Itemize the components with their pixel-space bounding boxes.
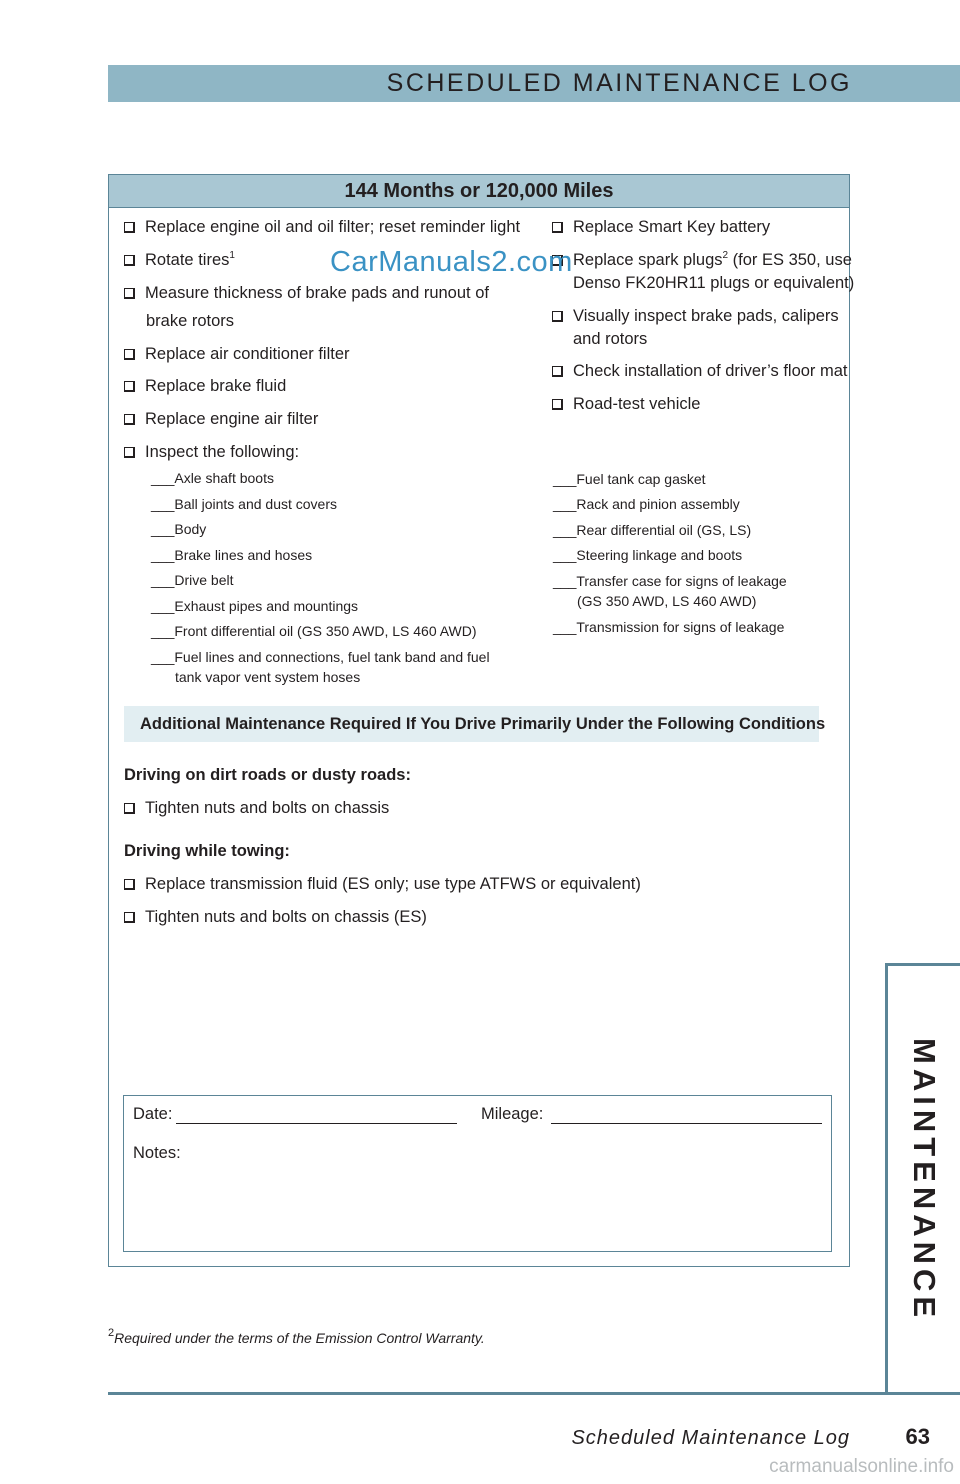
checklist-item: Replace transmission fluid (ES only; use type ATFWS or equivalent) [124, 872, 641, 896]
inspection-item: ___Transfer case for signs of leakage [553, 573, 787, 589]
inspection-item: ___Front differential oil (GS 350 AWD, LS 460 AWD) [151, 623, 477, 639]
mileage-field[interactable] [551, 1123, 822, 1124]
checklist-item: Replace Smart Key battery [552, 215, 770, 239]
inspection-item: ___Drive belt [151, 572, 234, 588]
section-tab-label: MAINTENANCE [907, 1038, 942, 1323]
conditions-header [124, 706, 826, 742]
checkbox-icon[interactable] [552, 366, 563, 377]
inspection-item: ___Fuel tank cap gasket [553, 471, 706, 487]
towing-label: Driving while towing: [124, 842, 290, 860]
site-watermark: carmanualsonline.info [769, 1456, 954, 1477]
checkbox-icon[interactable] [124, 222, 135, 233]
mileage-label: Mileage: [481, 1105, 544, 1123]
checkbox-icon[interactable] [124, 879, 135, 890]
inspection-item: ___Brake lines and hoses [151, 547, 313, 563]
inspection-item: ___Transmission for signs of leakage [553, 619, 785, 635]
inspection-item-continued: tank vapor vent system hoses [175, 669, 361, 685]
checkbox-icon[interactable] [552, 222, 563, 233]
page-number: 63 [905, 1424, 930, 1449]
checkbox-icon[interactable] [124, 912, 135, 923]
date-label: Date: [133, 1105, 173, 1123]
conditions-title: Additional Maintenance Required If You Drive Primarily Under the Following Conditions [140, 715, 826, 733]
section-tab [885, 963, 960, 1394]
checklist-item: Tighten nuts and bolts on chassis (ES) [124, 905, 427, 929]
checkbox-icon[interactable] [124, 803, 135, 814]
inspection-item: ___Rack and pinion assembly [553, 496, 740, 512]
bottom-rule [108, 1392, 960, 1395]
checklist-item: Replace brake fluid [124, 374, 286, 398]
dirt-roads-label: Driving on dirt roads or dusty roads: [124, 766, 411, 784]
checklist-item: Tighten nuts and bolts on chassis [124, 796, 389, 820]
inspection-item: ___Exhaust pipes and mountings [151, 598, 359, 614]
checklist-item-continued: and rotors [573, 330, 648, 348]
inspection-item: ___Fuel lines and connections, fuel tank band and fuel [151, 649, 490, 665]
checkbox-icon[interactable] [552, 399, 563, 410]
checkbox-icon[interactable] [124, 447, 135, 458]
header-bar [108, 65, 960, 102]
checkbox-icon[interactable] [124, 414, 135, 425]
checkbox-icon[interactable] [124, 288, 135, 299]
footer-title: Scheduled Maintenance Log [571, 1427, 850, 1449]
inspection-item: ___Rear differential oil (GS, LS) [553, 522, 752, 538]
checklist-item: Inspect the following: [124, 440, 299, 464]
checkbox-icon[interactable] [552, 311, 563, 322]
inspection-item: ___Axle shaft boots [151, 470, 274, 486]
checklist-item: Visually inspect brake pads, calipers [552, 304, 839, 328]
watermark: CarManuals2.com [330, 246, 573, 278]
checklist-item-continued: Denso FK20HR11 plugs or equivalent) [573, 274, 855, 292]
checklist-item: Replace engine oil and oil filter; reset reminder light [124, 215, 520, 239]
checklist-item: Replace engine air filter [124, 407, 318, 431]
checkbox-icon[interactable] [124, 255, 135, 266]
interval-title: 144 Months or 120,000 Miles [109, 175, 849, 208]
checklist-item: Rotate tires$^1$ [124, 248, 235, 272]
footnote: $^2$Required under the terms of the Emission Control Warranty. [108, 1327, 485, 1346]
checklist-item: Road-test vehicle [552, 392, 700, 416]
checklist-item: Measure thickness of brake pads and runout of [124, 281, 489, 305]
notes-label: Notes: [133, 1144, 181, 1162]
inspection-item: ___Steering linkage and boots [553, 547, 743, 563]
checklist-item: Replace spark plugs$^2$ (for ES 350, use [552, 248, 852, 272]
date-field[interactable] [176, 1123, 457, 1124]
inspection-item-continued: (GS 350 AWD, LS 460 AWD) [577, 593, 757, 609]
page-title: SCHEDULED MAINTENANCE LOG [386, 69, 852, 97]
inspection-item: ___Body [151, 521, 207, 537]
checklist-item-continued: brake rotors [146, 312, 235, 330]
log-entry-box [123, 1095, 832, 1252]
checklist-item: Check installation of driver’s floor mat [552, 359, 848, 383]
inspection-item: ___Ball joints and dust covers [151, 496, 337, 512]
checkbox-icon[interactable] [124, 381, 135, 392]
checkbox-icon[interactable] [124, 349, 135, 360]
checklist-item: Replace air conditioner filter [124, 342, 350, 366]
